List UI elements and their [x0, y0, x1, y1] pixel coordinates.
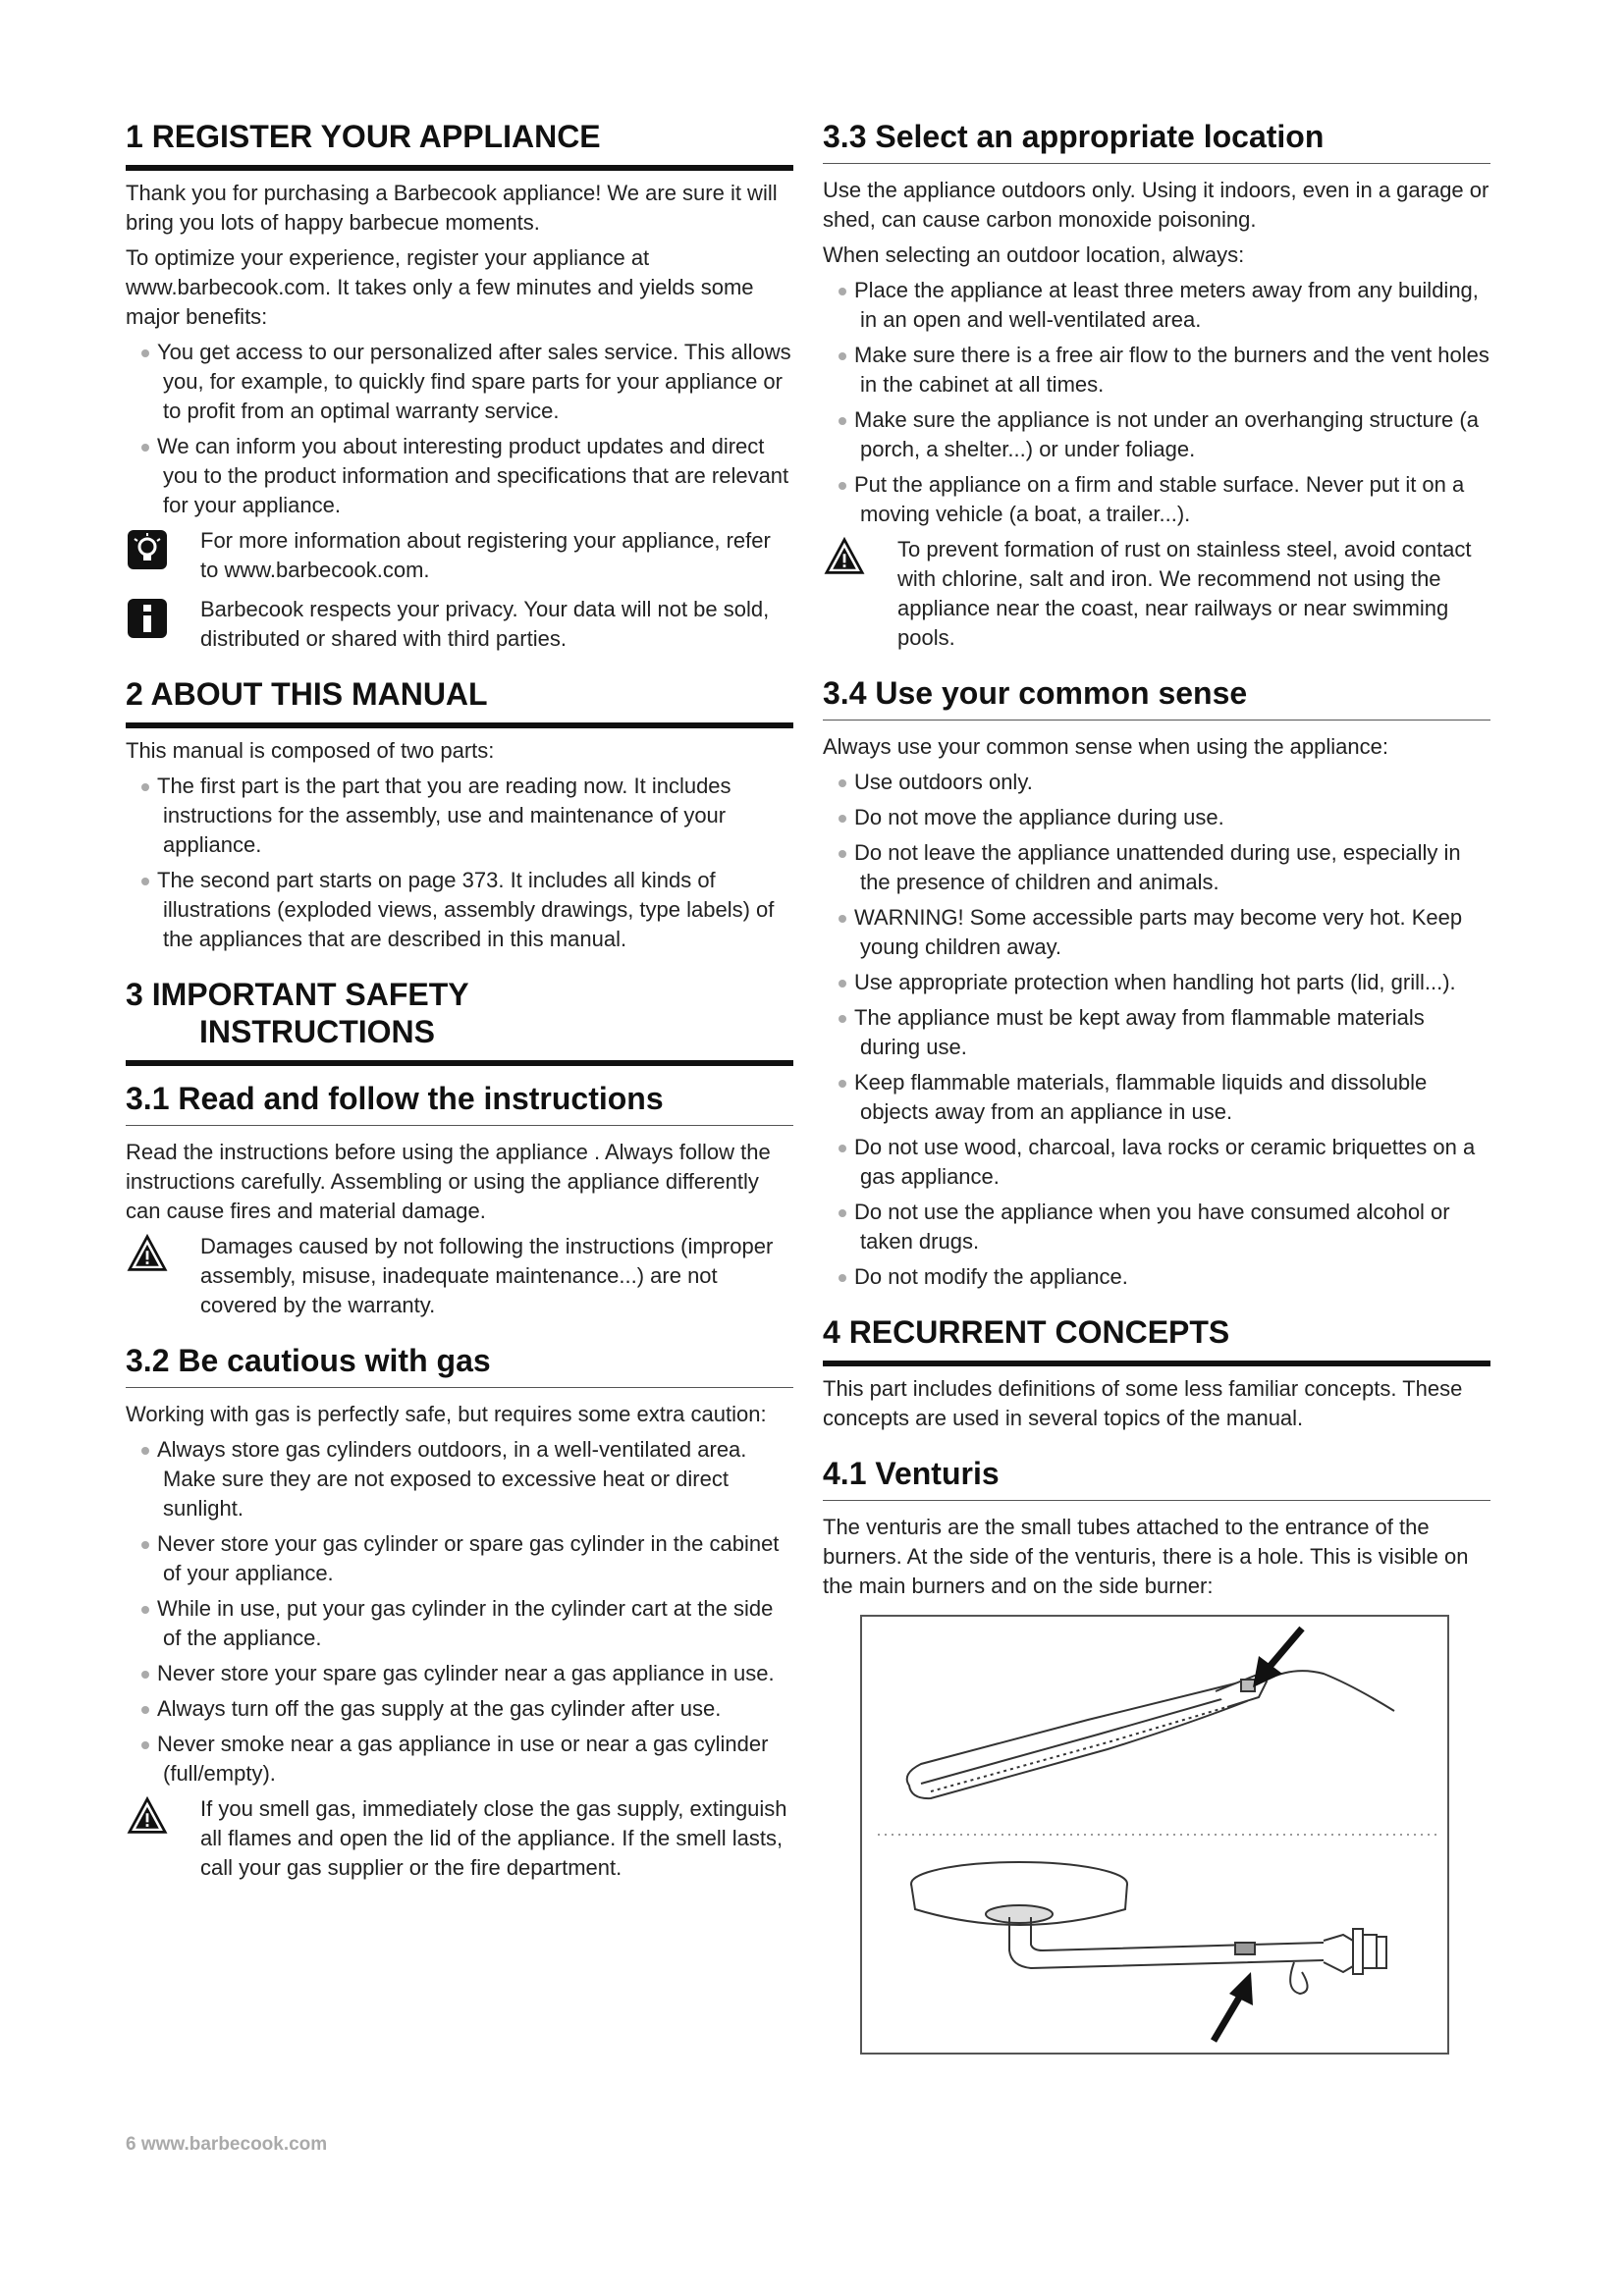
section-title: 3 IMPORTANT SAFETY INSTRUCTIONS — [126, 976, 793, 1066]
info-text: Barbecook respects your privacy. Your data will not be sold, distributed or shared with third parties. — [200, 597, 770, 651]
bullet-list — [823, 768, 1490, 1292]
list-item: The first part is the part that you are reading now. It includes instructions for the assembly, use and maintenance of your appliance. — [126, 772, 793, 860]
bullet-icon — [141, 444, 149, 452]
bullet-icon — [839, 1209, 846, 1217]
paragraph: To optimize your experience, register your appliance at www.barbecook.com. It takes only a few minutes and yields some major benefits: — [126, 245, 754, 329]
bullet-icon — [839, 915, 846, 923]
list-item: Place the appliance at least three meters away from any building, in an open and well-ventilated area. — [823, 276, 1490, 335]
warning-icon — [126, 1796, 169, 1836]
bullet-icon — [839, 1145, 846, 1152]
list-item: Use appropriate protection when handling hot parts (lid, grill...). — [823, 968, 1490, 997]
list-item: Never store your gas cylinder or spare gas cylinder in the cabinet of your appliance. — [126, 1529, 793, 1588]
lightbulb-icon — [126, 528, 169, 571]
list-item: While in use, put your gas cylinder in the cylinder cart at the side of the appliance. — [126, 1594, 793, 1653]
list-item: Never store your spare gas cylinder near a gas appliance in use. — [126, 1659, 793, 1688]
bullet-list — [823, 276, 1490, 529]
subsection-title: 4.1 Venturis — [823, 1455, 1490, 1501]
bullet-icon — [839, 815, 846, 823]
list-item: Put the appliance on a firm and stable surface. Never put it on a moving vehicle (a boat, a trailer...). — [823, 470, 1490, 529]
left-column — [126, 118, 793, 1904]
main-burner-drawing — [907, 1671, 1394, 1798]
paragraph: Working with gas is perfectly safe, but requires some extra caution: — [126, 1402, 767, 1426]
tip-text: For more information about registering your appliance, refer to www.barbecook.com. — [200, 528, 771, 582]
bullet-icon — [141, 783, 149, 791]
section-common-sense — [823, 674, 1490, 1292]
bullet-icon — [141, 878, 149, 885]
bullet-icon — [839, 1015, 846, 1023]
page-footer: 6 www.barbecook.com — [126, 2134, 328, 2155]
section-read-instructions — [126, 1080, 793, 1320]
bullet-icon — [141, 1706, 149, 1714]
bullet-icon — [141, 1671, 149, 1679]
bullet-icon — [839, 352, 846, 360]
subsection-title: 3.3 Select an appropriate location — [823, 118, 1490, 164]
list-item: Do not move the appliance during use. — [823, 803, 1490, 832]
paragraph: The venturis are the small tubes attached to the entrance of the burners. At the side of the venturis, there is a hole. This is visible on the main burners and on the side burner: — [823, 1515, 1469, 1598]
bullet-icon — [839, 1080, 846, 1088]
list-item: The appliance must be kept away from flammable materials during use. — [823, 1003, 1490, 1062]
list-item: Do not use the appliance when you have consumed alcohol or taken drugs. — [823, 1198, 1490, 1256]
bullet-icon — [141, 1741, 149, 1749]
arrow-icon — [1214, 1972, 1253, 2041]
bullet-icon — [141, 349, 149, 357]
right-column — [823, 118, 1490, 2076]
bullet-icon — [839, 850, 846, 858]
list-item: Always store gas cylinders outdoors, in a well-ventilated area. Make sure they are not exposed to excessive heat or direct sunlight. — [126, 1435, 793, 1523]
arrow-icon — [1253, 1629, 1302, 1687]
paragraph: Use the appliance outdoors only. Using it indoors, even in a garage or shed, can cause carbon monoxide poisoning. — [823, 178, 1489, 232]
warning-icon — [823, 537, 866, 576]
warning-note — [823, 535, 1490, 653]
list-item: WARNING! Some accessible parts may become very hot. Keep young children away. — [823, 903, 1490, 962]
section-title: 2 ABOUT THIS MANUAL — [126, 675, 793, 728]
tip-note — [126, 526, 793, 585]
section-title: 4 RECURRENT CONCEPTS — [823, 1313, 1490, 1366]
subsection-title: 3.2 Be cautious with gas — [126, 1342, 793, 1388]
paragraph: Read the instructions before using the appliance . Always follow the instructions carefully. Assembling or using the appliance differently can cause fires and material damage. — [126, 1140, 771, 1223]
warning-text: To prevent formation of rust on stainless steel, avoid contact with chlorine, salt and iron. We recommend not using the appliance near the coast, near railways or near swimming pools. — [897, 537, 1472, 650]
list-item: Never smoke near a gas appliance in use or near a gas cylinder (full/empty). — [126, 1730, 793, 1789]
paragraph: Thank you for purchasing a Barbecook appliance! We are sure it will bring you lots of happy barbecue moments. — [126, 181, 778, 235]
list-item: The second part starts on page 373. It includes all kinds of illustrations (exploded views, assembly drawings, type labels) of the appliances that are described in this manual. — [126, 866, 793, 954]
paragraph: This part includes definitions of some less familiar concepts. These concepts are used in several topics of the manual. — [823, 1376, 1463, 1430]
bullet-list — [126, 338, 793, 520]
paragraph: This manual is composed of two parts: — [126, 738, 495, 763]
warning-note — [126, 1794, 793, 1883]
list-item: Make sure there is a free air flow to the burners and the vent holes in the cabinet at all times. — [823, 341, 1490, 400]
paragraph: Always use your common sense when using the appliance: — [823, 734, 1388, 759]
paragraph: When selecting an outdoor location, always: — [823, 242, 1245, 267]
bullet-icon — [839, 417, 846, 425]
side-burner-drawing — [911, 1862, 1386, 1994]
warning-icon — [126, 1234, 169, 1273]
section-recurrent-concepts — [823, 1313, 1490, 1433]
subsection-title: 3.1 Read and follow the instructions — [126, 1080, 793, 1126]
venturi-drawing — [862, 1617, 1447, 2053]
list-item: Do not use wood, charcoal, lava rocks or ceramic briquettes on a gas appliance. — [823, 1133, 1490, 1192]
section-about-manual — [126, 675, 793, 954]
info-note — [126, 595, 793, 654]
bullet-list — [126, 1435, 793, 1789]
section-register — [126, 118, 793, 654]
list-item: Do not leave the appliance unattended during use, especially in the presence of children and animals. — [823, 838, 1490, 897]
list-item: Do not modify the appliance. — [823, 1262, 1490, 1292]
warning-note — [126, 1232, 793, 1320]
bullet-icon — [141, 1447, 149, 1455]
list-item: Use outdoors only. — [823, 768, 1490, 797]
subsection-title: 3.4 Use your common sense — [823, 674, 1490, 721]
bullet-icon — [839, 482, 846, 490]
warning-text: If you smell gas, immediately close the gas supply, extinguish all flames and open the lid of the appliance. If the smell lasts, call your gas supplier or the fire department. — [200, 1796, 787, 1880]
bullet-icon — [839, 288, 846, 295]
list-item: You get access to our personalized after sales service. This allows you, for example, to quickly find spare parts for your appliance or to profit from an optimal warranty service. — [126, 338, 793, 426]
list-item: Always turn off the gas supply at the gas cylinder after use. — [126, 1694, 793, 1724]
venturi-illustration — [860, 1615, 1449, 2055]
section-safety — [126, 976, 793, 1066]
bullet-icon — [141, 1606, 149, 1614]
section-venturis — [823, 1455, 1490, 2055]
bullet-icon — [839, 1274, 846, 1282]
section-location — [823, 118, 1490, 653]
list-item: Keep flammable materials, flammable liquids and dissoluble objects away from an appliance in use. — [823, 1068, 1490, 1127]
section-cautious-gas — [126, 1342, 793, 1883]
bullet-list — [126, 772, 793, 954]
section-title: 1 REGISTER YOUR APPLIANCE — [126, 118, 793, 171]
bullet-icon — [141, 1541, 149, 1549]
bullet-icon — [839, 980, 846, 988]
list-item: We can inform you about interesting product updates and direct you to the product information and specifications that are relevant for your appliance. — [126, 432, 793, 520]
bullet-icon — [839, 779, 846, 787]
list-item: Make sure the appliance is not under an overhanging structure (a porch, a shelter...) or under foliage. — [823, 405, 1490, 464]
info-icon — [126, 597, 169, 640]
warning-text: Damages caused by not following the instructions (improper assembly, misuse, inadequate maintenance...) are not covered by the warranty. — [200, 1234, 774, 1317]
